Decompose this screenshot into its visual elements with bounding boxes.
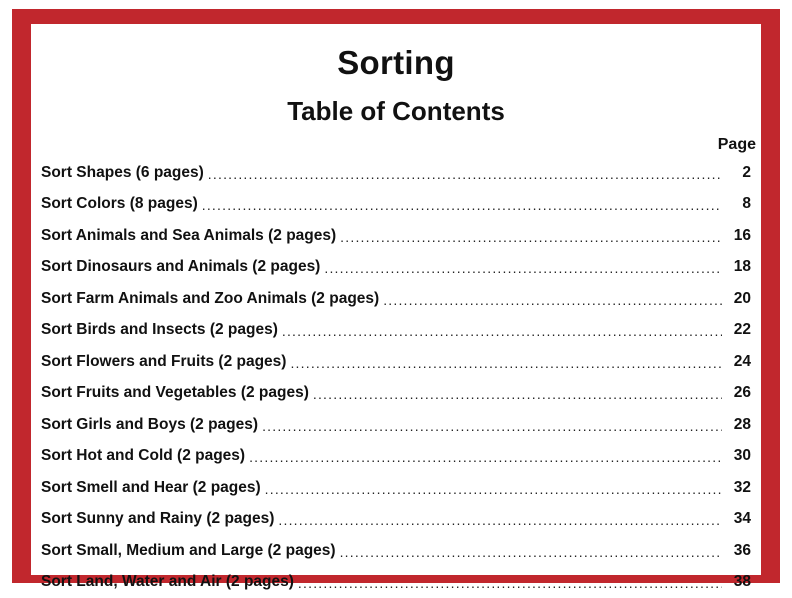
toc-entry-label: Sort Girls and Boys (2 pages) [41,416,258,434]
toc-entry-page-number: 2 [727,164,751,182]
toc-entry-page-number: 38 [727,573,751,591]
toc-entry-label: Sort Smell and Hear (2 pages) [41,479,261,497]
toc-entry [41,567,751,598]
dot-leader [208,166,722,182]
toc-entry-page-number: 34 [727,510,751,528]
document-page [31,24,761,575]
toc-entry-page-number: 28 [727,416,751,434]
toc-entry-page-number: 26 [727,384,751,402]
toc-entry-page-number: 8 [727,195,751,213]
toc-entry-page-number: 22 [727,321,751,339]
toc-entry [41,472,751,504]
dot-leader [265,481,722,497]
toc-entry-page-number: 24 [727,353,751,371]
dot-leader [202,197,722,213]
toc-entry-page-number: 36 [727,542,751,560]
toc-entry [41,157,751,189]
toc-entry-page-number: 30 [727,447,751,465]
dot-leader [340,544,722,560]
toc-entry [41,535,751,567]
toc-entry-label: Sort Flowers and Fruits (2 pages) [41,353,286,371]
dot-leader [340,229,722,245]
toc-entry [41,252,751,284]
toc-entry-page-number: 16 [727,227,751,245]
toc-entry-label: Sort Fruits and Vegetables (2 pages) [41,384,309,402]
toc-entry [41,189,751,221]
toc-entry-label: Sort Colors (8 pages) [41,195,198,213]
dot-leader [313,386,722,402]
toc-entry-label: Sort Small, Medium and Large (2 pages) [41,542,336,560]
toc-entry-page-number: 20 [727,290,751,308]
table-of-contents [41,157,751,598]
dot-leader [383,292,722,308]
toc-entry [41,346,751,378]
toc-entry-label: Sort Birds and Insects (2 pages) [41,321,278,339]
toc-entry-page-number: 32 [727,479,751,497]
dot-leader [290,355,722,371]
page-column-header: Page [718,136,756,154]
dot-leader [324,260,722,276]
toc-entry [41,315,751,347]
toc-entry-label: Sort Land, Water and Air (2 pages) [41,573,294,591]
toc-entry-page-number: 18 [727,258,751,276]
document-title: Sorting [31,44,761,82]
toc-entry [41,283,751,315]
toc-entry-label: Sort Sunny and Rainy (2 pages) [41,510,274,528]
toc-entry-label: Sort Shapes (6 pages) [41,164,204,182]
dot-leader [262,418,722,434]
dot-leader [278,512,722,528]
toc-entry-label: Sort Hot and Cold (2 pages) [41,447,245,465]
document-subtitle: Table of Contents [31,96,761,127]
red-border-frame [12,9,780,583]
dot-leader [249,449,722,465]
toc-entry [41,504,751,536]
dot-leader [282,323,722,339]
toc-entry-label: Sort Dinosaurs and Animals (2 pages) [41,258,320,276]
toc-entry [41,220,751,252]
toc-entry [41,409,751,441]
toc-entry-label: Sort Animals and Sea Animals (2 pages) [41,227,336,245]
dot-leader [298,575,722,591]
toc-entry-label: Sort Farm Animals and Zoo Animals (2 pages) [41,290,379,308]
toc-entry [41,441,751,473]
toc-entry [41,378,751,410]
